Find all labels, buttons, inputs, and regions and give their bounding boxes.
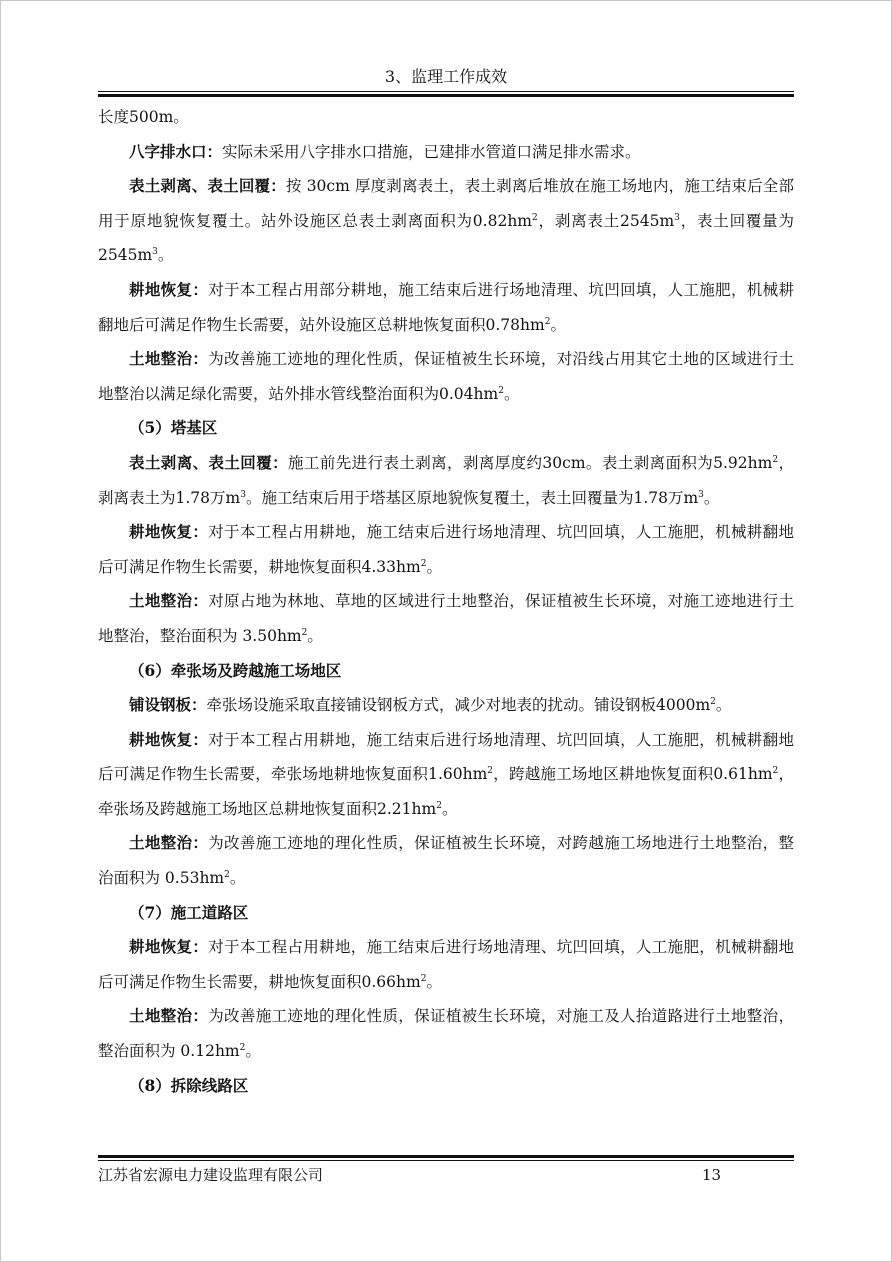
paragraph [98, 999, 794, 1068]
section-heading: （8）拆除线路区 [129, 1075, 249, 1095]
paragraph-lead: 耕地恢复： [129, 937, 209, 957]
superscript: 2 [239, 1043, 246, 1054]
paragraph [98, 100, 794, 135]
paragraph-text: 。 [229, 869, 246, 888]
paragraph-lead: 耕地恢复： [129, 279, 209, 299]
paragraph-text: 。 [441, 799, 458, 818]
paragraph-text: ，牵张场及跨越施工场地区总耕地恢复面积2.21hm [98, 765, 794, 818]
paragraph [98, 135, 794, 170]
paragraph-lead: 土地整治： [129, 1006, 209, 1026]
paragraph [98, 342, 794, 411]
paragraph-text: 。 [503, 384, 520, 403]
superscript: 3 [152, 247, 158, 258]
paragraph [98, 688, 794, 723]
paragraph [98, 515, 794, 584]
paragraph-text: 实际未采用八字排水口措施，已建排水管道口满足排水需求。 [222, 142, 641, 161]
superscript: 2 [498, 385, 504, 396]
superscript: 3 [674, 212, 680, 223]
paragraph [98, 930, 794, 999]
paragraph-text: 。 [715, 696, 732, 715]
footer-company-name: 江苏省宏源电力建设监理有限公司 [98, 1166, 324, 1184]
paragraph-text: 为改善施工迹地的理化性质，保证植被生长环境，对施工及人抬道路进行土地整治，整治面积为 0.12hm [98, 1007, 794, 1061]
superscript: 2 [224, 870, 230, 881]
paragraph-text: 对于本工程占用耕地，施工结束后进行场地清理、坑凹回填，人工施肥，机械耕翻地后可满足作物生长需要，耕地恢复面积0.66hm [98, 938, 794, 991]
paragraph [98, 723, 794, 827]
paragraph-text: 。 [703, 488, 720, 507]
paragraph-text: 。 [550, 315, 566, 334]
paragraph-text: 按 30cm 厚度剥离表土，表土剥离后堆放在施工场地内，施工结束后全部用于原地貌恢复覆土。站外设施区总表土剥离面积为0.82hm [98, 177, 794, 230]
superscript: 2 [436, 800, 442, 811]
superscript: 2 [772, 766, 779, 777]
paragraph-lead: 土地整治： [129, 591, 209, 611]
paragraph-text: ，跨越施工场地区耕地恢复面积0.61hm [493, 765, 773, 784]
paragraph-text: 。 [426, 557, 442, 576]
paragraph-lead: 土地整治： [129, 349, 209, 369]
paragraph [98, 273, 794, 342]
paragraph [98, 584, 794, 653]
paragraph-lead: 表土剥离、表土回覆： [129, 452, 289, 472]
paragraph-text: 为改善施工迹地的理化性质，保证植被生长环境，对沿线占用其它土地的区域进行土地整治以满足绿化需要，站外排水管线整治面积为0.04hm [98, 350, 794, 403]
superscript: 2 [710, 697, 716, 708]
page-header-title: 3、监理工作成效 [384, 67, 508, 86]
superscript: 2 [544, 316, 551, 327]
paragraph [98, 169, 794, 273]
superscript: 2 [301, 627, 308, 638]
paragraph-text: 对原占地为林地、草地的区域进行土地整治，保证植被生长环境，对施工迹地进行土地整治，整治面积为 3.50hm [98, 592, 794, 645]
superscript: 2 [532, 212, 538, 223]
paragraph-text: ，表土回覆量为2545m [98, 211, 794, 265]
section-heading: （7）施工道路区 [129, 902, 249, 922]
paragraph-text: 。 [157, 246, 174, 265]
paragraph-text: ，剥离表土为1.78万m [98, 453, 794, 507]
paragraph-lead: 表土剥离、表土回覆： [129, 176, 286, 196]
paragraph-lead: 耕地恢复： [129, 729, 209, 749]
document-body [98, 100, 794, 1103]
paragraph [98, 826, 794, 895]
paragraph-lead: 八字排水口： [129, 141, 223, 161]
paragraph-text: 。 [245, 1042, 261, 1061]
paragraph-text: 。 [307, 626, 323, 645]
paragraph [98, 446, 794, 515]
paragraph-text: 对于本工程占用部分耕地，施工结束后进行场地清理、坑凹回填，人工施肥，机械耕翻地后可满足作物生长需要，站外设施区总耕地恢复面积0.78hm [98, 280, 794, 334]
superscript: 2 [487, 766, 494, 777]
section-heading: （5）塔基区 [129, 418, 218, 438]
superscript: 2 [420, 558, 427, 569]
paragraph-text: 为改善施工迹地的理化性质，保证植被生长环境，对跨越施工场地进行土地整治，整治面积为 0.53hm [98, 834, 794, 888]
superscript: 3 [240, 489, 246, 500]
section-heading: （6）牵张场及跨越施工场地区 [129, 660, 342, 680]
paragraph-lead: 铺设钢板： [129, 695, 207, 715]
paragraph-text: 。 [426, 972, 442, 991]
paragraph-text: 对于本工程占用耕地，施工结束后进行场地清理、坑凹回填，人工施肥，机械耕翻地后可满足作物生长需要，牵张场地耕地恢复面积1.60hm [98, 730, 794, 784]
paragraph-lead: 土地整治： [129, 833, 209, 853]
header-rule-thick [98, 94, 794, 97]
page-number: 13 [702, 1166, 722, 1184]
paragraph-text: 长度500m。 [98, 108, 189, 126]
paragraph-lead: 耕地恢复： [129, 522, 209, 542]
superscript: 3 [698, 489, 704, 500]
paragraph-text: 施工前先进行表土剥离，剥离厚度约30cm。表土剥离面积为5.92hm [288, 453, 773, 472]
superscript: 2 [420, 973, 427, 984]
paragraph-text: 。施工结束后用于塔基区原地貌恢复覆土，表土回覆量为1.78万m [245, 488, 699, 507]
footer-rule-thin [98, 1160, 794, 1161]
paragraph-text: 牵张场设施采取直接铺设钢板方式，减少对地表的扰动。铺设钢板4000m [206, 696, 711, 715]
paragraph-text: 对于本工程占用耕地，施工结束后进行场地清理、坑凹回填，人工施肥，机械耕翻地后可满足作物生长需要，耕地恢复面积4.33hm [98, 523, 794, 576]
footer-rule-thick [98, 1155, 794, 1158]
header-rule-thin [98, 91, 794, 92]
paragraph-text: ，剥离表土2545m [537, 211, 675, 230]
superscript: 2 [772, 454, 779, 465]
